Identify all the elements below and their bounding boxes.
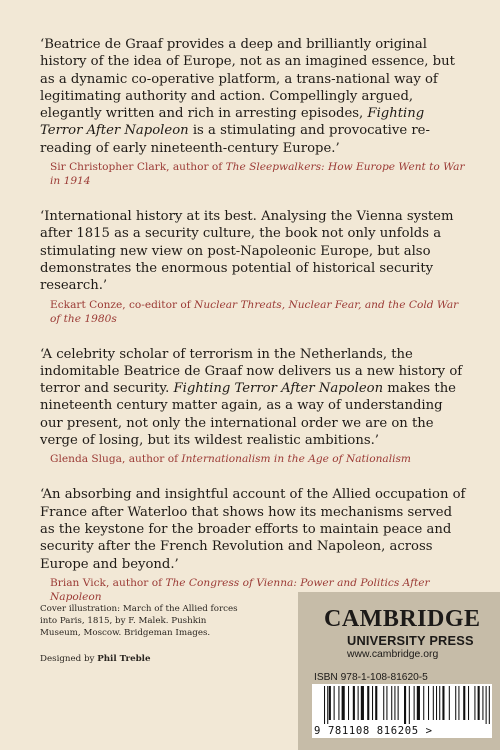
barcode-bar bbox=[394, 686, 395, 720]
designer-credit bbox=[40, 653, 240, 665]
barcode-bar bbox=[489, 686, 490, 724]
barcode-bar bbox=[404, 686, 406, 724]
quote-text bbox=[40, 346, 468, 450]
designed-by-label: Designed by bbox=[40, 654, 98, 664]
barcode-bar bbox=[409, 686, 410, 724]
barcode-bar bbox=[414, 686, 415, 720]
cover-illustration-credit: Cover illustration: March of the Allied forces into Paris, 1815, by F. Malek. Pushkin Museum, Moscow. Bridgeman Images. bbox=[40, 604, 238, 638]
barcode-bar bbox=[455, 686, 456, 720]
barcode-bar bbox=[358, 686, 359, 720]
barcode-bar bbox=[442, 686, 444, 720]
publisher-url: www.cambridge.org bbox=[347, 649, 439, 660]
barcode-bar bbox=[428, 686, 429, 720]
barcode-bar bbox=[334, 686, 335, 720]
publisher-panel bbox=[298, 592, 500, 750]
barcode-bar bbox=[468, 686, 469, 720]
endorsement-1 bbox=[40, 36, 468, 188]
endorsement-3 bbox=[40, 346, 468, 467]
barcode-bar bbox=[324, 686, 325, 724]
barcode-bar bbox=[474, 686, 475, 720]
text-run: makes the nineteenth century matter again, as a way of understanding our present, not only the international order we are on the verge of losing, but its wildest realistic ambitions.’ bbox=[40, 381, 456, 449]
barcode-bars bbox=[314, 686, 490, 724]
publisher-press: UNIVERSITY PRESS bbox=[347, 633, 474, 648]
barcode-bar bbox=[433, 686, 434, 720]
isbn-label: ISBN 978-1-108-81620-5 bbox=[314, 672, 428, 683]
cover-credits bbox=[40, 603, 240, 665]
barcode-bar bbox=[329, 686, 331, 720]
barcode-bar bbox=[386, 686, 387, 720]
barcode-bar bbox=[372, 686, 373, 720]
barcode-bar bbox=[375, 686, 377, 720]
text-run: is a stimulating and provocative re-reading of early nineteenth-century Europe.’ bbox=[40, 123, 430, 156]
barcode-bar bbox=[338, 686, 339, 720]
barcode-bar bbox=[439, 686, 440, 720]
quote-text bbox=[40, 36, 468, 157]
barcode-bar bbox=[367, 686, 369, 720]
italic-title: The Sleepwalkers: How Europe Went to War in 1914 bbox=[50, 161, 465, 188]
italic-title: Nuclear Threats, Nuclear Fear, and the Cold War of the 1980s bbox=[50, 298, 459, 325]
barcode-bar bbox=[463, 686, 465, 720]
text-run: Eckart Conze, co-editor of bbox=[50, 298, 195, 311]
barcode-bar bbox=[398, 686, 399, 720]
barcode-bar bbox=[342, 686, 345, 720]
quote-text bbox=[40, 208, 468, 294]
barcode-bar bbox=[391, 686, 392, 720]
barcode-bar bbox=[478, 686, 480, 720]
barcode-bar bbox=[348, 686, 349, 720]
barcode-digits: 9 781108 816205 > bbox=[314, 725, 433, 737]
quote-attribution bbox=[50, 452, 468, 466]
quote-attribution bbox=[50, 160, 468, 188]
endorsements bbox=[40, 36, 468, 624]
text-run: Sir Christopher Clark, author of bbox=[50, 161, 226, 174]
barcode-bar bbox=[383, 686, 384, 720]
quote-attribution bbox=[50, 298, 468, 326]
endorsement-4 bbox=[40, 486, 468, 603]
text-run: ‘An absorbing and insightful account of the Allied occupation of France after Waterloo that shows how its mechanisms served as the keystone for the broader efforts to maintain peace and security after the French Revolution and Napoleon, across Europe and beyond.’ bbox=[40, 487, 466, 572]
barcode-bar bbox=[417, 686, 420, 720]
barcode-bar bbox=[353, 686, 355, 720]
barcode-bar bbox=[482, 686, 483, 720]
designer-name: Phil Treble bbox=[97, 654, 151, 664]
barcode-bar bbox=[361, 686, 364, 720]
italic-title: Internationalism in the Age of Nationalism bbox=[181, 453, 411, 466]
italic-title: The Congress of Vienna: Power and Politics After Napoleon bbox=[50, 576, 430, 603]
barcode-bar bbox=[436, 686, 437, 720]
barcode bbox=[312, 684, 492, 738]
text-run: ‘A celebrity scholar of terrorism in the Netherlands, the indomitable Beatrice de Graaf now delivers us a new history of terror and security. bbox=[40, 346, 463, 397]
text-run: ‘Beatrice de Graaf provides a deep and brilliantly original history of the idea of Europe, not as an imagined essence, but as a dynamic co-operative platform, a trans-national way of legitimating authority and action. Compellingly argued, elegantly written and rich in arresting episodes, bbox=[40, 37, 455, 122]
endorsement-2 bbox=[40, 208, 468, 325]
quote-text bbox=[40, 486, 468, 572]
barcode-bar bbox=[486, 686, 487, 724]
italic-title: Fighting Terror After Napoleon bbox=[40, 106, 425, 139]
text-run: Glenda Sluga, author of bbox=[50, 453, 182, 466]
text-run: ‘International history at its best. Analysing the Vienna system after 1815 as a security culture, the book not only unfolds a stimulating new view on post-Napoleonic Europe, but also demonstrates the enormous potential of historical security research.’ bbox=[40, 209, 454, 294]
publisher-logo-name: CAMBRIDGE bbox=[324, 606, 481, 632]
barcode-bar bbox=[449, 686, 450, 720]
italic-title: Fighting Terror After Napoleon bbox=[173, 381, 384, 397]
text-run: Brian Vick, author of bbox=[50, 576, 166, 589]
barcode-bar bbox=[327, 686, 328, 724]
barcode-bar bbox=[458, 686, 459, 720]
barcode-bar bbox=[423, 686, 424, 720]
